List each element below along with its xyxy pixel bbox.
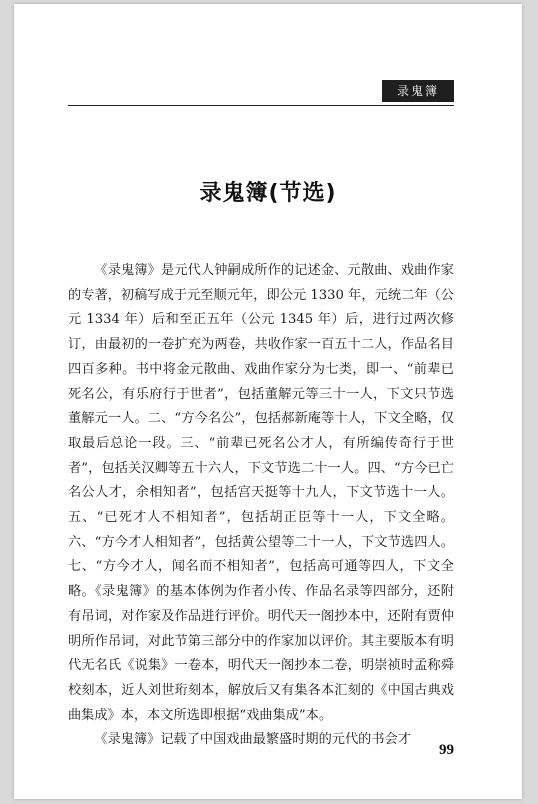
header-rule	[68, 105, 454, 106]
book-page	[14, 4, 522, 799]
body-text	[68, 259, 454, 753]
page-number: 99	[439, 742, 454, 758]
paragraph-continuation: 《录鬼簿》记载了中国戏曲最繁盛时期的元代的书会才	[94, 732, 411, 748]
running-header-tag: 录鬼簿	[382, 80, 454, 102]
paragraph-intro: 《录鬼簿》是元代人钟嗣成所作的记述金、元散曲、戏曲作家的专著，初稿写成于元至顺元年，即公元 1330 年，元统二年（公元 1334 年）后和至正五年（公元 1345 年）后，进行过两次修订，由最初的一卷扩充为两卷，共收作家一百五十二人，作品名目四百多种。书中将金元散曲、戏曲作家分为七类，即一、“前辈已死名公，有乐府行于世者”，包括董解元等三十一人，下文只节选董解元一人。二、“方今名公”，包括郝新庵等十人，下文全略，仅取最后总论一段。三、“前辈已死名公才人，有所编传奇行于世者”，包括关汉卿等五十六人，下文节选二十一人。四、“方今已亡名公人才，余相知者”，包括宫天挺等十九人，下文节选十一人。五、“已死才人不相知者”，包括胡正臣等十一人，下文全略。六、“方今才人相知者”，包括黄公望等二十一人，下文节选四人。七、“方今才人，闻名而不相知者”，包括高可通等四人，下文全略。《录鬼簿》的基本体例为作者小传、作品名录等四部分，还附有吊词，对作家及作品进行评价。明代天一阁抄本中，还附有贾仲明所作吊词，对此节第三部分中的作家加以评价。其主要版本有明代无名氏《说集》一卷本，明代天一阁抄本二卷，明崇祯时孟称舜校刻本，近人刘世珩刻本，解放后又有集各本汇刻的《中国古典戏曲集成》本，本文所选即根据“戏曲集成”本。	[68, 263, 454, 723]
chapter-title: 录鬼簿(节选)	[199, 181, 337, 206]
